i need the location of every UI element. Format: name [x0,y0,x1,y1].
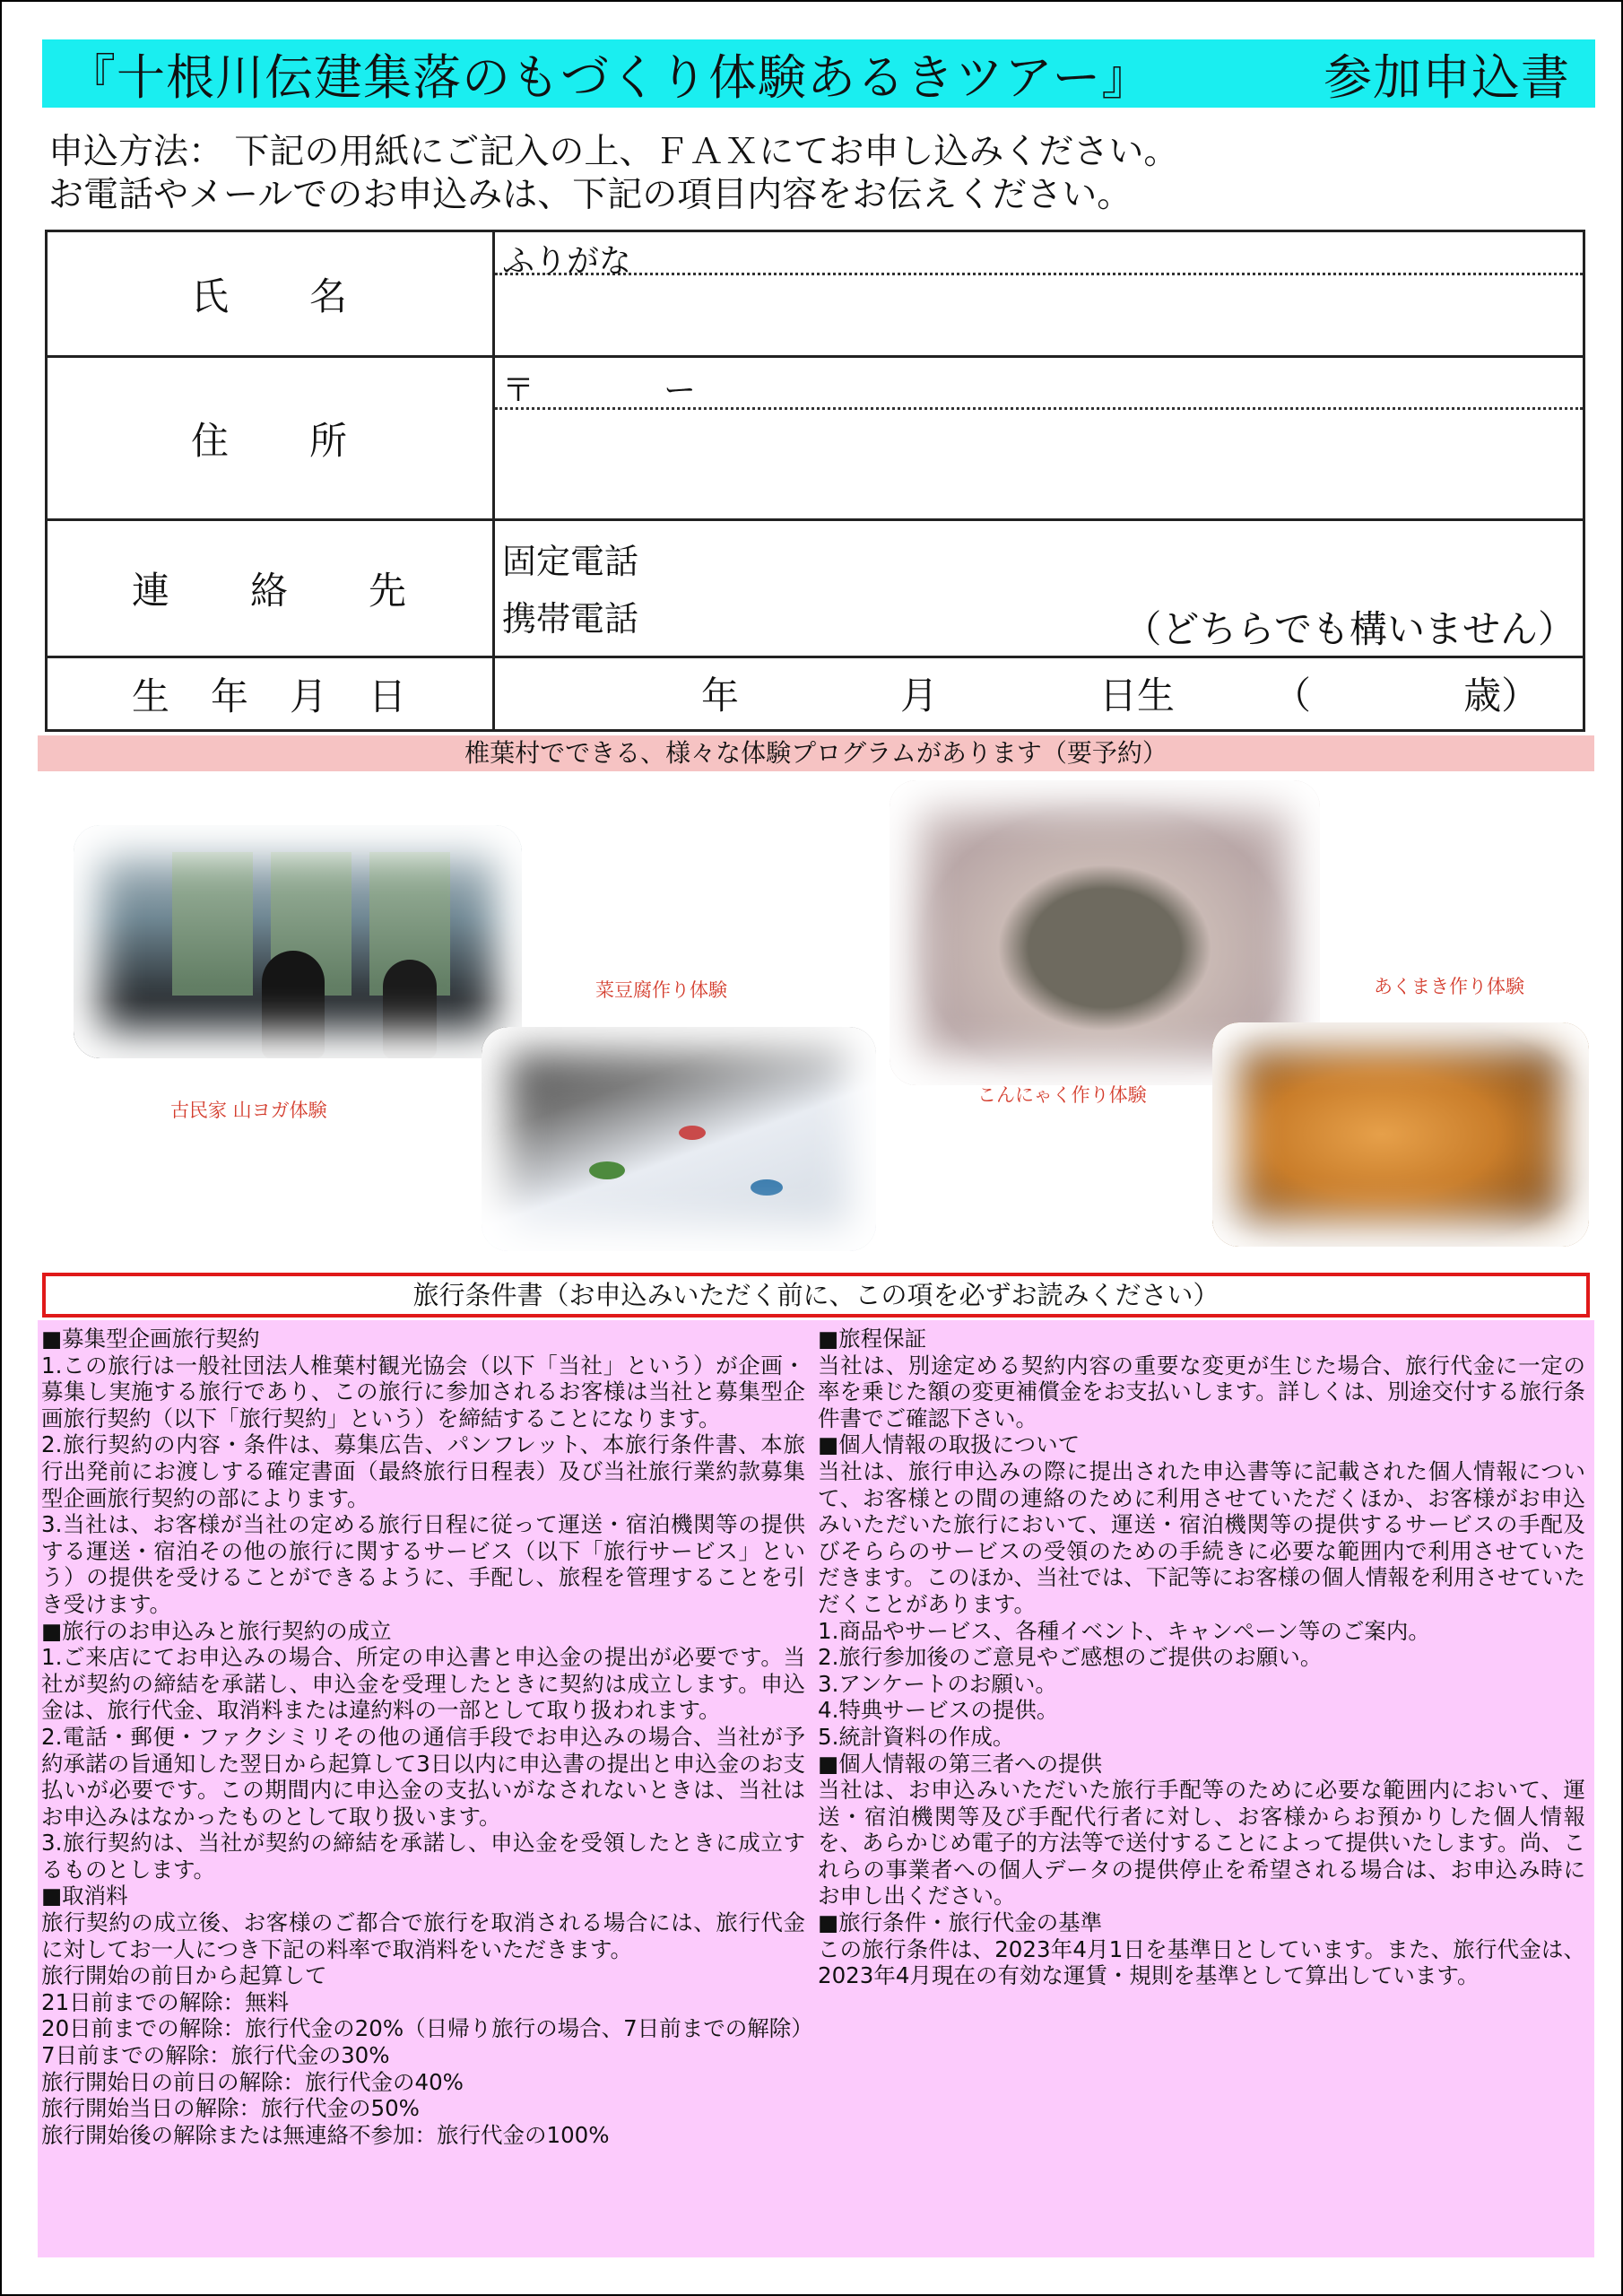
address-label: 住 所 [47,357,494,520]
application-instructions [48,131,1178,217]
yoga-photo [74,825,522,1058]
cancellation-fee-line: 旅行開始当日の解除：旅行代金の50% [41,2095,420,2122]
condition-paragraph: 2.電話・郵便・ファクシミリその他の通信手段でお申込みの場合、当社が予約承諾の旨通知した翌日から起算して3日以内に申込書の提出と申込金のお支払いが必要です。この期間内に申込金の支払いがなされないときは、当社はお申込みはなかったものとして取り扱います。 [41,1723,805,1830]
privacy-use-item: 5.統計資料の作成。 [818,1723,1015,1750]
condition-paragraph: 当社は、旅行申込みの際に提出された申込書等に記載された個人情報について、お客様との間の連絡のために利用させていただくほか、お客様がお申込みいただいた旅行において、運送・宿泊機関等の提供するサービスの手配及びそららのサービスの受領のための手続きに必要な範囲内で利用させていただきます。このほか、当社では、下記等にお客様の個人情報を利用させていただくことがあります。 [818,1457,1585,1617]
cancellation-fee-line: 20日前までの解除：旅行代金の20%（日帰り旅行の場合、7日前までの解除） [41,2015,813,2042]
name-field[interactable] [494,231,1584,357]
experience-photos [38,780,1594,1256]
condition-paragraph: 旅行契約の成立後、お客様のご都合で旅行を取消される場合には、旅行代金に対してお一人につき下記の料率で取消料をいただきます。 [41,1909,805,1962]
title-bar [42,39,1595,108]
age-label: 歳） [1463,674,1540,718]
birth-month-label: 月 [900,674,939,718]
conditions-header: 旅行条件書（お申込みいただく前に、この項を必ずお読みください） [42,1273,1590,1318]
birth-day-label: 日生 [1099,674,1176,718]
mobile-label: 携帯電話 [502,599,639,639]
instructions-line-2: お電話やメールでのお申込みは、下記の項目内容をお伝えください。 [48,175,1133,215]
instructions-line-1: 申込方法： 下記の用紙にご記入の上、ＦＡＸにてお申し込みください。 [48,132,1179,172]
form-row-name [47,231,1584,357]
travel-conditions [38,1320,1594,2257]
condition-paragraph: 当社は、お申込みいただいた旅行手配等のために必要な範囲内において、運送・宿泊機関等及び手配代行者に対し、お客様からお預かりした個人情報を、あらかじめ電子的方法等で送付することによって提供いたします。尚、これらの事業者への個人データの提供停止を希望される場合は、お申込み時にお申し出ください。 [818,1777,1585,1909]
application-form [45,230,1585,732]
birthdate-label: 生 年 月 日 [47,657,494,731]
landline-label: 固定電話 [502,542,639,581]
yoga-caption: 古民家 山ヨガ体験 [170,1100,327,1121]
conditions-left-column [41,1326,813,2148]
birth-year-label: 年 [701,674,740,718]
furigana-field[interactable]: ふりがな [495,232,1583,275]
experience-banner: 椎葉村でできる、様々な体験プログラムがあります（要予約） [38,735,1594,771]
cancellation-fee-line: 旅行開始後の解除または無連絡不参加：旅行代金の100% [41,2121,610,2148]
section-heading-privacy: ■個人情報の取扱について [818,1431,1081,1458]
form-row-contact [47,520,1584,657]
konnyaku-caption: こんにゃく作り体験 [977,1084,1147,1106]
section-heading-application: ■旅行のお申込みと旅行契約の成立 [41,1617,392,1644]
akumaki-caption: あくまき作り体験 [1374,976,1524,997]
birthdate-field[interactable] [494,657,1584,731]
cancellation-fee-line: 旅行開始日の前日の解除：旅行代金の40% [41,2068,464,2095]
cancellation-fee-line: 旅行開始の前日から起算して [41,1962,327,1989]
age-open-paren: （ [1273,674,1312,718]
privacy-use-item: 2.旅行参加後のご意見やご感想のご提供のお願い。 [818,1644,1323,1671]
condition-paragraph: この旅行条件は、2023年4月1日を基準日としています。また、旅行代金は、2023年4月現在の有効な運賃・規則を基準として算出しています。 [818,1935,1586,1989]
contact-note: （どちらでも構いません） [1124,607,1575,651]
condition-paragraph: 3.旅行契約は、当社が契約の締結を承諾し、申込金を受領したときに成立するものとします。 [41,1830,805,1883]
tofu-photo [482,1027,876,1251]
akumaki-photo [1212,1022,1589,1247]
conditions-right-column [818,1326,1585,1989]
postal-code-field[interactable]: 〒 ー [495,358,1583,410]
section-heading-contract: ■募集型企画旅行契約 [41,1326,260,1352]
cancellation-fee-line: 21日前までの解除：無料 [41,1988,290,2015]
condition-paragraph: 2.旅行契約の内容・条件は、募集広告、パンフレット、本旅行条件書、本旅行出発前にお渡しする確定書面（最終旅行日程表）及び当社旅行業約款募集型企画旅行契約の部によります。 [41,1431,805,1511]
document-type: 参加申込書 [1324,48,1570,106]
tofu-caption: 菜豆腐作り体験 [595,979,727,1001]
contact-field[interactable] [494,520,1584,657]
privacy-use-item: 4.特典サービスの提供。 [818,1697,1059,1724]
condition-paragraph: 3.当社は、お客様が当社の定める旅行日程に従って運送・宿泊機関等の提供する運送・宿泊その他の旅行に関するサービス（以下「旅行サービス」という）の提供を受けることができるように、手配し、旅程を管理することを引き受けます。 [41,1511,805,1617]
page-title: 『十根川伝建集落のもづくり体験あるきツアー』 [67,48,1151,106]
name-label: 氏 名 [47,231,494,357]
condition-paragraph: 1.ご来店にてお申込みの場合、所定の申込書と申込金の提出が必要です。当社が契約の締結を承諾し、申込金を受理したときに契約は成立します。申込金は、旅行代金、取消料または違約料の一部として取り扱われます。 [41,1644,805,1724]
form-row-address [47,357,1584,520]
section-heading-third-party: ■個人情報の第三者への提供 [818,1750,1103,1777]
privacy-use-item: 1.商品やサービス、各種イベント、キャンペーン等のご案内。 [818,1617,1430,1644]
section-heading-basis: ■旅行条件・旅行代金の基準 [818,1909,1103,1936]
condition-paragraph: 1.この旅行は一般社団法人椎葉村観光協会（以下「当社」という）が企画・募集し実施する旅行であり、この旅行に参加されるお客様は当社と募集型企画旅行契約（以下「旅行契約」という）を締結することになります。 [41,1352,805,1431]
condition-paragraph: 当社は、別途定める契約内容の重要な変更が生じた場合、旅行代金に一定の率を乗じた額の変更補償金をお支払いします。詳しくは、別途交付する旅行条件書でご確認下さい。 [818,1352,1585,1431]
contact-label: 連 絡 先 [47,520,494,657]
section-heading-cancellation: ■取消料 [41,1883,128,1909]
privacy-use-item: 3.アンケートのお願い。 [818,1670,1057,1697]
address-field[interactable] [494,357,1584,520]
section-heading-itinerary-guarantee: ■旅程保証 [818,1326,927,1352]
form-row-birthdate [47,657,1584,731]
cancellation-fee-line: 7日前までの解除：旅行代金の30% [41,2042,390,2069]
